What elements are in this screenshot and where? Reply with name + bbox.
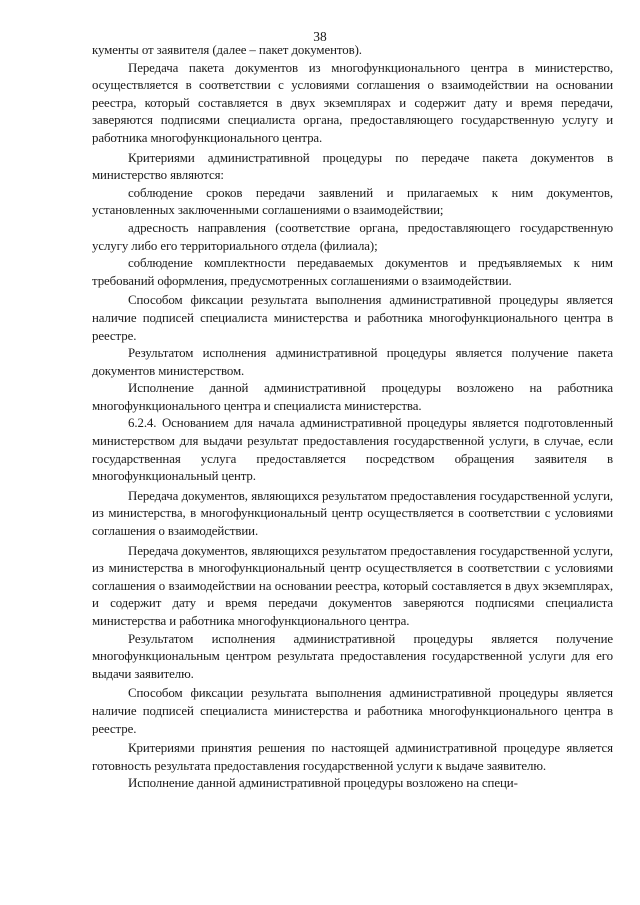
paragraph: Передача пакета документов из многофункционального центра в министерство, осуществляется в соответствии с условиями соглашения о взаимодействии на основании реестра, который составляется в двух экземплярах и содержит дату и время передачи, заверяются подписями специалиста органа, предоставляющего государственную услугу и работника многофункционального центра. [92, 60, 613, 145]
section-paragraph: 6.2.4. Основанием для начала административной процедуры является подготовленный министерством для выдачи результат предоставления государственной услуги, в случае, если государственная услуга предоставляется посредством обращения заявителя в многофункциональный центр. [92, 416, 613, 484]
list-item: адресность направления (соответствие органа, предоставляющего государственную услугу либо его территориального отдела (филиала); [92, 220, 613, 253]
list-item: соблюдение сроков передачи заявлений и прилагаемых к ним документов, установленных заключенными соглашениями о взаимодействии; [92, 185, 613, 218]
paragraph: Исполнение данной административной процедуры возложено на работника многофункционального центра и специалиста министерства. [92, 381, 613, 413]
document-body [92, 42, 613, 793]
paragraph: Передача документов, являющихся результатом предоставления государственной услуги, из министерства, в многофункциональный центр осуществляется в соответствии с условиями соглашения о взаимодействии. [92, 488, 613, 539]
paragraph: Результатом исполнения административной процедуры является получение многофункциональным центром результата предоставления государственной услуги для его выдачи заявителю. [92, 631, 613, 681]
paragraph: Результатом исполнения административной процедуры является получение пакета документов министерством. [92, 346, 613, 378]
paragraph-continuation: кументы от заявителя (далее – пакет документов). [92, 43, 362, 57]
paragraph: Критериями принятия решения по настоящей административной процедуре является готовность результата предоставления государственной услуги к выдаче заявителю. [92, 741, 613, 773]
paragraph: Способом фиксации результата выполнения административной процедуры является наличие подписей специалиста министерства и работника многофункционального центра в реестре. [92, 293, 613, 343]
page-number: 38 [313, 29, 327, 44]
paragraph: Исполнение данной административной процедуры возложено на специ- [128, 776, 518, 791]
paragraph: Передача документов, являющихся результатом предоставления государственной услуги, из министерства в многофункциональный центр осуществляется в соответствии с условиями соглашения о взаимодействии на основании реестра, который составляется в двух экземплярах, и содержит дату и время передачи документов заверяются подписями специалиста министерства и работника многофункционального центра. [92, 543, 613, 628]
paragraph: Критериями административной процедуры по передаче пакета документов в министерство являются: [92, 150, 613, 183]
paragraph: Способом фиксации результата выполнения административной процедуры является наличие подписей специалиста министерства и работника многофункционального центра в реестре. [92, 686, 613, 736]
list-item: соблюдение комплектности передаваемых документов и предъявляемых к ним требований оформления, предусмотренных соглашениями о взаимодействии. [92, 256, 613, 288]
